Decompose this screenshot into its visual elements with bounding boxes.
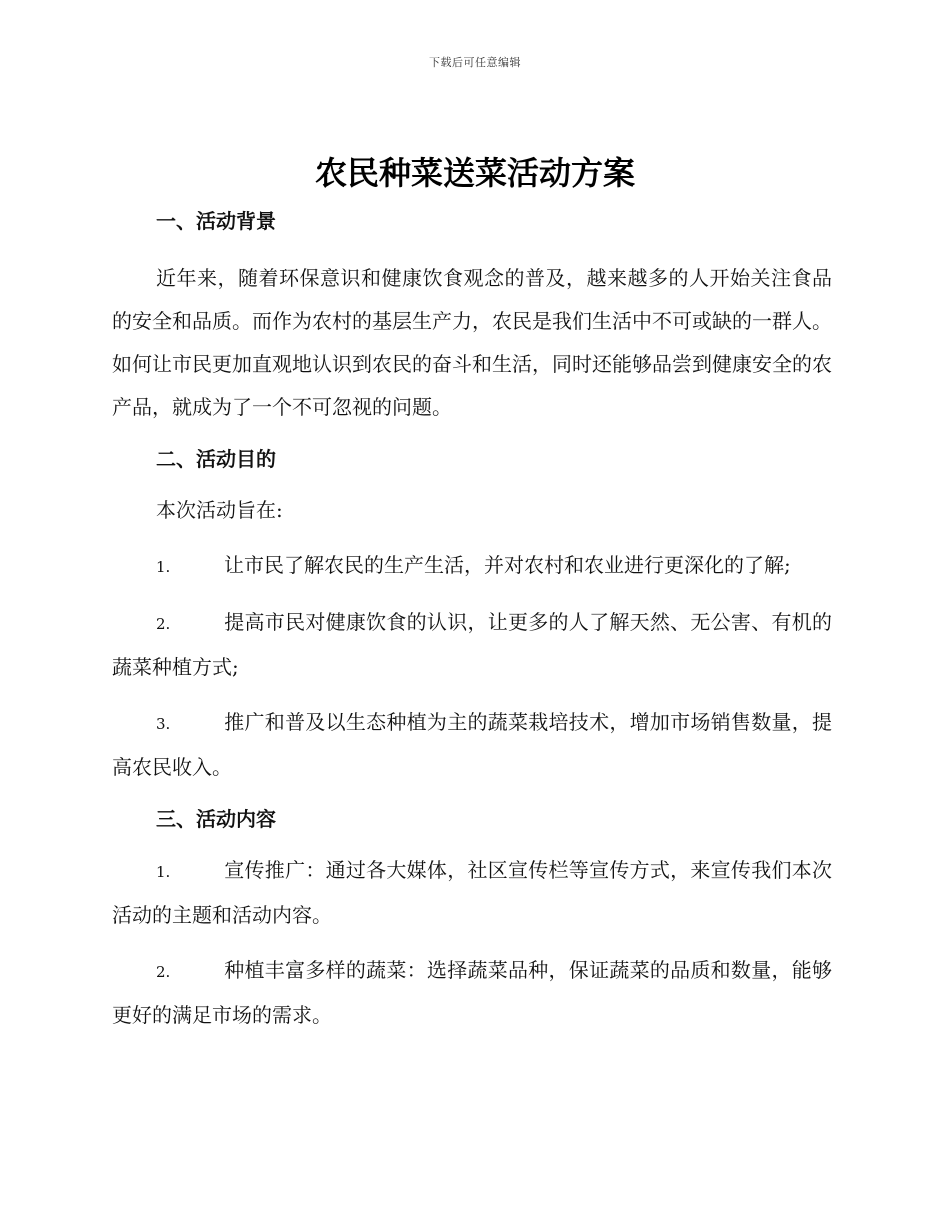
list-item [112, 849, 832, 937]
list-item-number: 1. [156, 863, 171, 881]
list-item [112, 949, 832, 1037]
document-body [112, 203, 832, 1037]
section-heading-purpose: 二、活动目的 [156, 447, 276, 471]
list-item-number: 2. [156, 963, 171, 981]
header-note: 下载后可任意编辑 [429, 56, 521, 69]
list-item [112, 544, 832, 589]
list-item [112, 701, 832, 789]
list-item-number: 1. [156, 558, 171, 576]
list-item-text: 提高市民对健康饮食的认识，让更多的人了解天然、无公害、有机的蔬菜种植方式; [112, 610, 832, 679]
list-item-number: 2. [156, 615, 171, 633]
list-item-text: 宣传推广：通过各大媒体，社区宣传栏等宣传方式，来宣传我们本次活动的主题和活动内容。 [112, 858, 832, 927]
list-item-number: 3. [156, 715, 171, 733]
section-heading-background: 一、活动背景 [156, 209, 276, 233]
list-item-text: 推广和普及以生态种植为主的蔬菜栽培技术，增加市场销售数量，提高农民收入。 [112, 710, 832, 779]
background-paragraph: 近年来，随着环保意识和健康饮食观念的普及，越来越多的人开始关注食品的安全和品质。而作为农村的基层生产力，农民是我们生活中不可或缺的一群人。如何让市民更加直观地认识到农民的奋斗和生活，同时还能够品尝到健康安全的农产品，就成为了一个不可忽视的问题。 [112, 266, 832, 419]
purpose-intro: 本次活动旨在: [156, 498, 283, 522]
section-heading-content: 三、活动内容 [156, 807, 276, 831]
list-item-text: 让市民了解农民的生产生活，并对农村和农业进行更深化的了解; [224, 553, 791, 577]
list-item-text: 种植丰富多样的蔬菜：选择蔬菜品种，保证蔬菜的品质和数量，能够更好的满足市场的需求。 [112, 958, 832, 1027]
document-title: 农民种菜送菜活动方案 [314, 154, 635, 192]
list-item [112, 601, 832, 689]
